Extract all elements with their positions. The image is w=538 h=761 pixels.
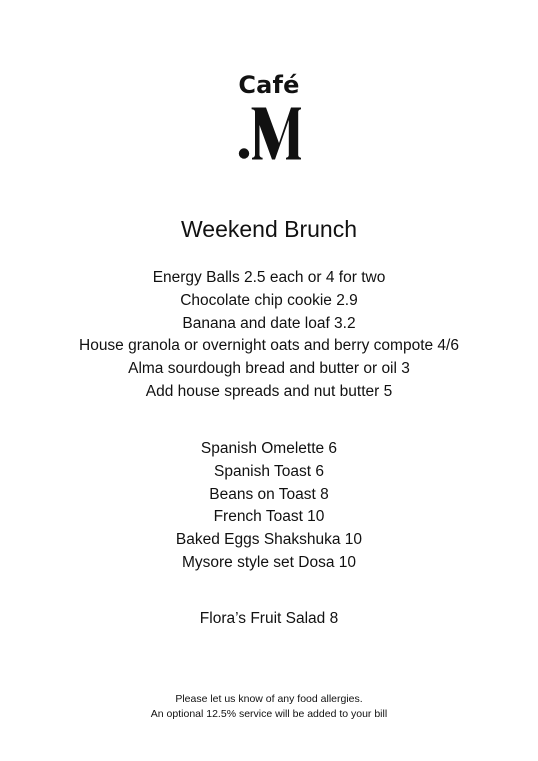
menu-item: Flora’s Fruit Salad 8 — [199, 610, 339, 627]
menu-title: Weekend Brunch — [180, 216, 357, 242]
logo-wordmark: Café — [238, 71, 300, 99]
menu-item: Spanish Toast 6 — [213, 462, 324, 480]
menu-item: Add house spreads and nut butter 5 — [145, 382, 393, 400]
menu-item: Banana and date loaf 3.2 — [182, 314, 356, 332]
menu-section-snacks — [0, 267, 538, 404]
menu-item: Baked Eggs Shakshuka 10 — [175, 531, 363, 549]
footer-notice — [0, 692, 538, 722]
menu-section-mains — [0, 438, 538, 575]
menu-item: Energy Balls 2.5 each or 4 for two — [152, 269, 386, 286]
menu-item: Mysore style set Dosa 10 — [181, 553, 356, 571]
service-charge-note: An optional 12.5% service will be added to your bill — [150, 708, 388, 720]
menu-section-fruit — [0, 608, 538, 631]
menu-item: French Toast 10 — [213, 508, 325, 526]
menu-item: Spanish Omelette 6 — [200, 440, 338, 457]
menu-item: House granola or overnight oats and berry compote 4/6 — [79, 337, 459, 355]
menu-item: Chocolate chip cookie 2.9 — [180, 291, 358, 309]
logo-m-mark — [236, 106, 302, 162]
menu-item: Alma sourdough bread and butter or oil 3 — [128, 360, 410, 378]
allergy-note: Please let us know of any food allergies. — [175, 693, 363, 705]
menu-item: Beans on Toast 8 — [209, 485, 329, 503]
